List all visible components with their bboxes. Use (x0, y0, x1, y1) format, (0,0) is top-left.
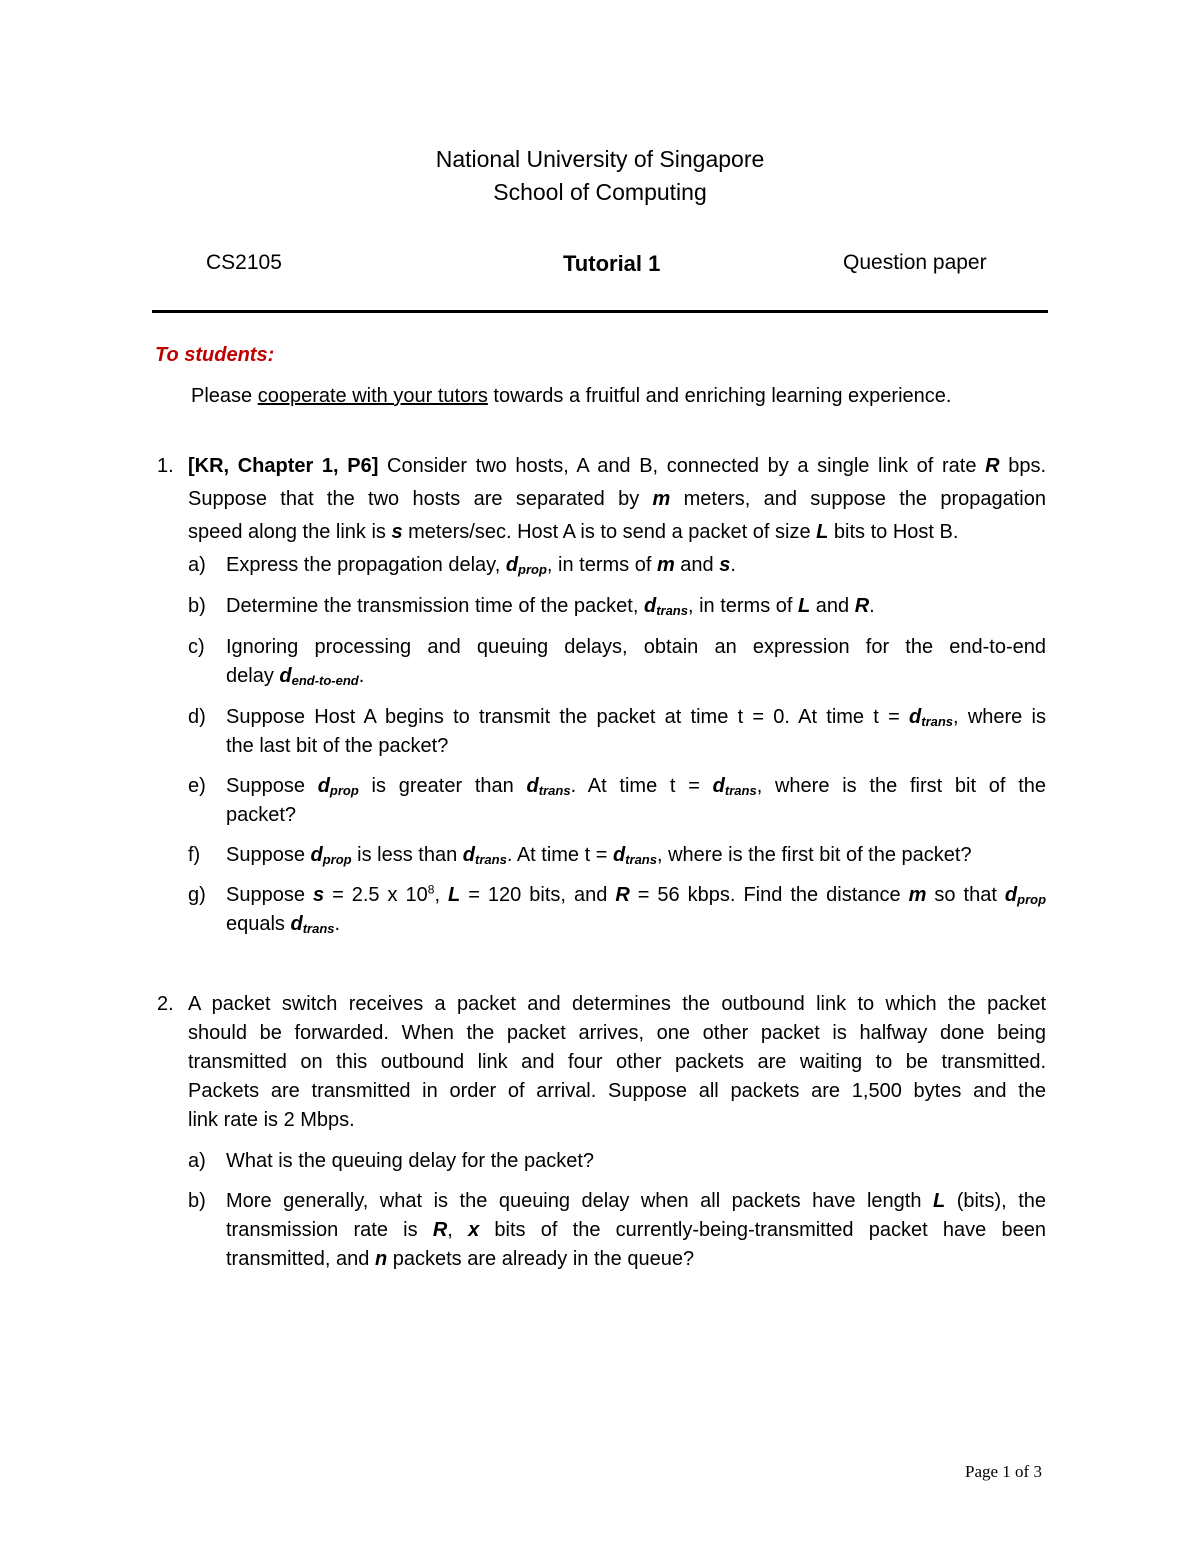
q1a-marker: a) (188, 554, 206, 576)
q1-line-2: Suppose that the two hosts are separated by m meters, and suppose the propagation (188, 488, 1046, 510)
q1d-line-2: the last bit of the packet? (226, 735, 449, 757)
q2-line-5: link rate is 2 Mbps. (188, 1109, 355, 1131)
q2-line-1: A packet switch receives a packet and determines the outbound link to which the packet (188, 993, 1046, 1015)
q1g-line-1: Suppose s = 2.5 x $10^8$, L = 120 bits, and R = 56 kbps. Find the distance m so that $d_{prop}$ (226, 882, 1047, 907)
intro-text: Please cooperate with your tutors towards a fruitful and enriching learning experience. (191, 385, 952, 407)
q1-number: 1. (157, 455, 174, 477)
q1f-marker: f) (188, 844, 201, 866)
doc-type: Question paper (843, 251, 987, 274)
q2b-line-2: transmission rate is R, x bits of the currently-being-transmitted packet have been (226, 1219, 1046, 1241)
q2b-line-1: More generally, what is the queuing delay when all packets have length L (bits), the (226, 1190, 1047, 1212)
q2a-text: What is the queuing delay for the packet? (226, 1150, 595, 1172)
page-number: Page 1 of 3 (965, 1462, 1042, 1481)
q1c-line-1: Ignoring processing and queuing delays, obtain an expression for the end-to-end (226, 636, 1046, 658)
q1d-marker: d) (188, 706, 206, 728)
q2b-line-3: transmitted, and n packets are already in the queue? (226, 1248, 695, 1270)
header-divider (152, 310, 1048, 313)
university-title: National University of Singapore (435, 146, 765, 172)
q1d-line-1: Suppose Host A begins to transmit the packet at time t = 0. At time $t = d_{trans}$, where is (226, 706, 1046, 729)
intro-link: cooperate with your tutors (257, 385, 488, 407)
q2b-marker: b) (188, 1190, 206, 1212)
q1b-text: Determine the transmission time of the packet, $d_{trans}$, in terms of L and R. (226, 595, 875, 618)
q1c-line-2: delay $d_{end-to-end}$. (226, 665, 365, 688)
q1e-marker: e) (188, 775, 206, 797)
q1-line-3: speed along the link is s meters/sec. Host A is to send a packet of size L bits to Host B. (188, 521, 959, 543)
q2a-marker: a) (188, 1150, 206, 1172)
q2-number: 2. (157, 993, 174, 1015)
tutorial-title: Tutorial 1 (563, 251, 661, 276)
to-students-label: To students: (155, 344, 275, 366)
q1a-text: Express the propagation delay, $d_{prop}$, in terms of m and s. (226, 554, 736, 577)
q1g-marker: g) (188, 884, 206, 906)
q1b-marker: b) (188, 595, 206, 617)
q1e-line-2: packet? (226, 804, 297, 826)
q2-line-2: should be forwarded. When the packet arrives, one other packet is halfway done being (188, 1022, 1046, 1044)
q1-line-1: [KR, Chapter 1, P6] Consider two hosts, A and B, connected by a single link of rate R bps. (188, 455, 1046, 477)
q1g-line-2: equals $d_{trans}$. (226, 913, 341, 936)
q1f-text: Suppose $d_{prop}$ is less than $d_{trans}$. At time $t = d_{trans}$, where is the first bit of the packet? (226, 844, 972, 867)
school-title: School of Computing (493, 179, 707, 205)
q2-line-4: Packets are transmitted in order of arrival. Suppose all packets are 1,500 bytes and the (188, 1080, 1046, 1102)
q1e-line-1: Suppose $d_{prop}$ is greater than $d_{trans}$. At time $t = d_{trans}$, where is the first bit of the (226, 775, 1047, 798)
q1c-marker: c) (188, 636, 205, 658)
q2-line-3: transmitted on this outbound link and four other packets are waiting to be transmitted. (188, 1051, 1046, 1073)
course-code: CS2105 (206, 251, 282, 274)
